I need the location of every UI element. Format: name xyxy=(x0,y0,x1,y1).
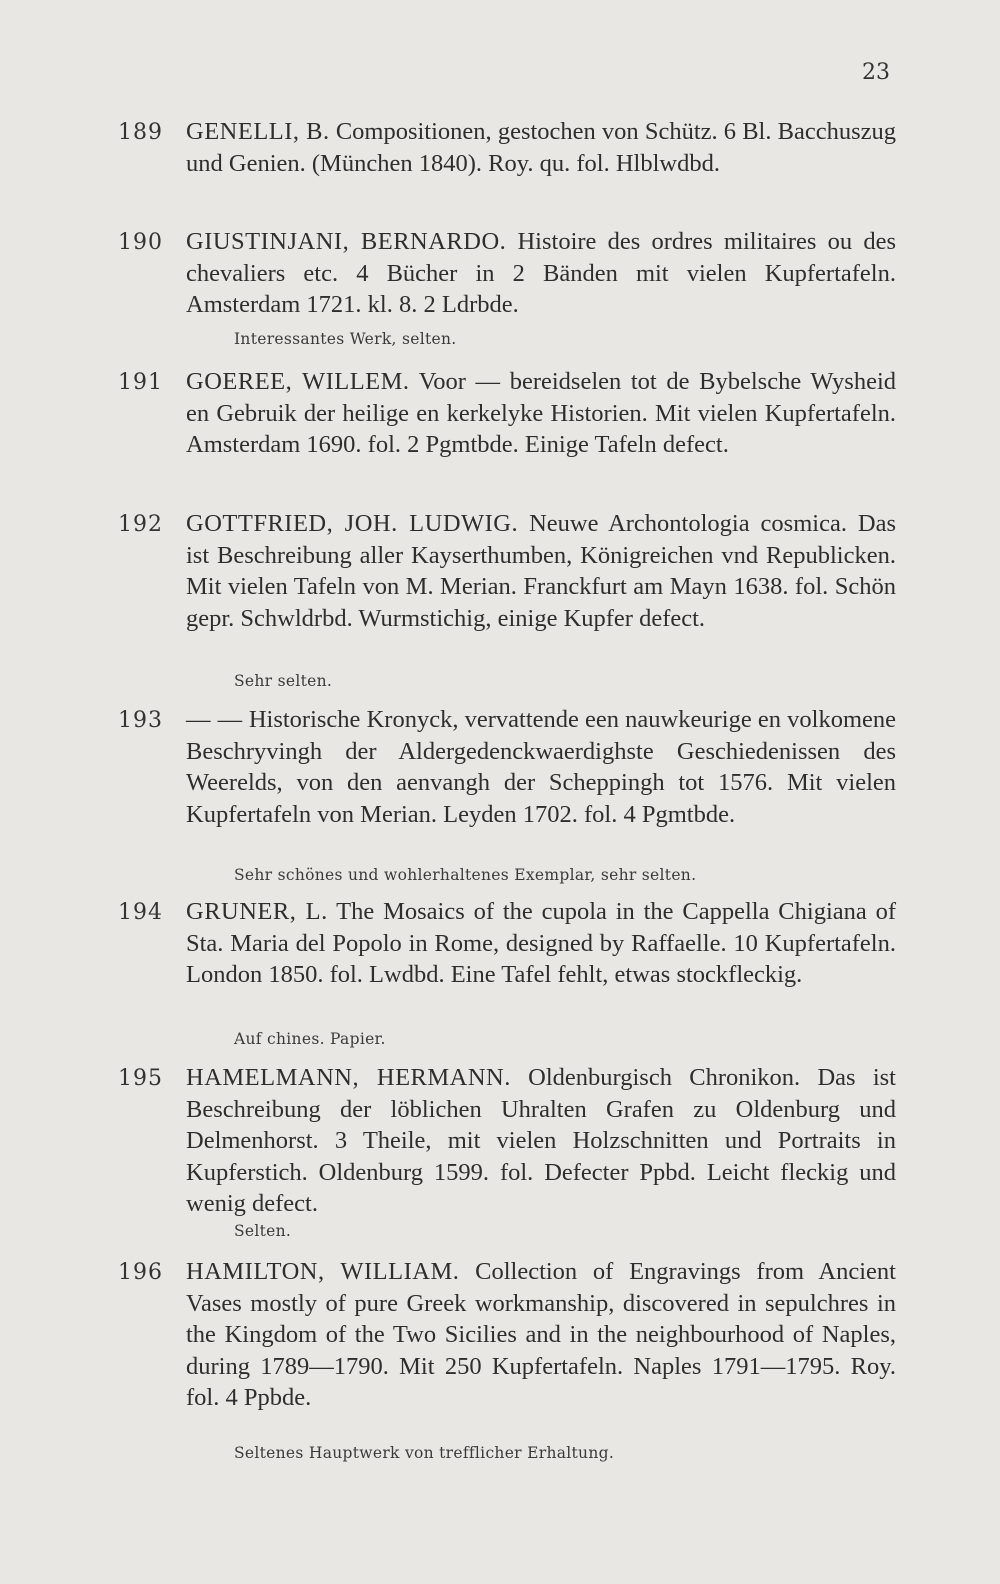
entry-number: 189 xyxy=(118,120,163,145)
entry-title: GOEREE, WILLEM. xyxy=(186,368,410,395)
entry-number: 192 xyxy=(118,512,163,537)
entry-description xyxy=(186,366,896,461)
entry-description xyxy=(186,508,896,634)
entry-number: 194 xyxy=(118,900,163,925)
entry-description xyxy=(186,226,896,321)
entry-description xyxy=(186,1062,896,1220)
entry-title: HAMELMANN, HERMANN. xyxy=(186,1064,511,1091)
entry-title: — — xyxy=(186,706,243,733)
entry-description xyxy=(186,116,896,179)
entry-description xyxy=(186,704,896,830)
entry-note: Interessantes Werk, selten. xyxy=(234,330,457,348)
entry-body: The Mosaics of the cupola in the Cappella Chigiana of Sta. Maria del Popolo in Rome, designed by Raffaelle. 10 Kupfertafeln. London 1850. fol. Lwdbd. Eine Tafel fehlt, etwas stockfleckig. xyxy=(186,898,896,988)
entry-note: Sehr selten. xyxy=(234,672,333,690)
entry-description xyxy=(186,1256,896,1414)
entry-note: Seltenes Hauptwerk von trefflicher Erhaltung. xyxy=(234,1444,615,1462)
entry-body: Compositionen, gestochen von Schütz. 6 Bl. Bacchuszug und Genien. (München 1840). Roy. qu. fol. Hlblwdbd. xyxy=(186,118,896,177)
entry-description xyxy=(186,896,896,991)
entry-title: GIUSTINJANI, BERNARDO. xyxy=(186,228,507,255)
entry-note: Selten. xyxy=(234,1222,292,1240)
entry-title: GRUNER, L. xyxy=(186,898,328,925)
entry-title: HAMILTON, WILLIAM. xyxy=(186,1258,460,1285)
entry-body: Neuwe Archontologia cosmica. Das ist Beschreibung aller Kayserthumben, Königreichen vnd Republicken. Mit vielen Tafeln von M. Merian. Franckfurt am Mayn 1638. fol. Schön gepr. Schwldrbd. Wurmstichig, einige Kupfer defect. xyxy=(186,510,896,632)
entry-body: Voor — bereidselen tot de Bybelsche Wysheid en Gebruik der heilige en kerkelyke Historien. Mit vielen Kupfertafeln. Amsterdam 1690. fol. 2 Pgmtbde. Einige Tafeln defect. xyxy=(186,368,896,458)
entry-note: Sehr schönes und wohlerhaltenes Exemplar, sehr selten. xyxy=(234,866,697,884)
entry-body: Oldenburgisch Chronikon. Das ist Beschreibung der löblichen Uhralten Grafen zu Oldenburg und Delmenhorst. 3 Theile, mit vielen Holzschnitten und Portraits in Kupferstich. Oldenburg 1599. fol. Defecter Ppbd. Leicht fleckig und wenig defect. xyxy=(186,1064,896,1217)
entry-body: Collection of Engravings from Ancient Vases mostly of pure Greek workmanship, discovered in sepulchres in the Kingdom of the Two Sicilies and in the neighbourhood of Naples, during 1789—1790. Mit 250 Kupfertafeln. Naples 1791—1795. Roy. fol. 4 Ppbde. xyxy=(186,1258,896,1411)
entry-note: Auf chines. Papier. xyxy=(234,1030,386,1048)
entry-number: 195 xyxy=(118,1066,163,1091)
entry-title: GOTTFRIED, JOH. LUDWIG. xyxy=(186,510,519,537)
page-number: 23 xyxy=(862,60,890,85)
entry-body: Historische Kronyck, vervattende een nauwkeurige en volkomene Beschryvingh der Aldergedenckwaerdighste Geschiedenissen des Weerelds, von den aenvangh der Scheppingh tot 1576. Mit vielen Kupfertafeln von Merian. Leyden 1702. fol. 4 Pgmtbde. xyxy=(186,706,897,828)
entry-number: 193 xyxy=(118,708,163,733)
entry-body: Histoire des ordres militaires ou des chevaliers etc. 4 Bücher in 2 Bänden mit vielen Kupfertafeln. Amsterdam 1721. kl. 8. 2 Ldrbde. xyxy=(186,228,896,318)
entry-number: 190 xyxy=(118,230,163,255)
entry-number: 196 xyxy=(118,1260,163,1285)
entry-number: 191 xyxy=(118,370,163,395)
entry-title: GENELLI, B. xyxy=(186,118,330,145)
